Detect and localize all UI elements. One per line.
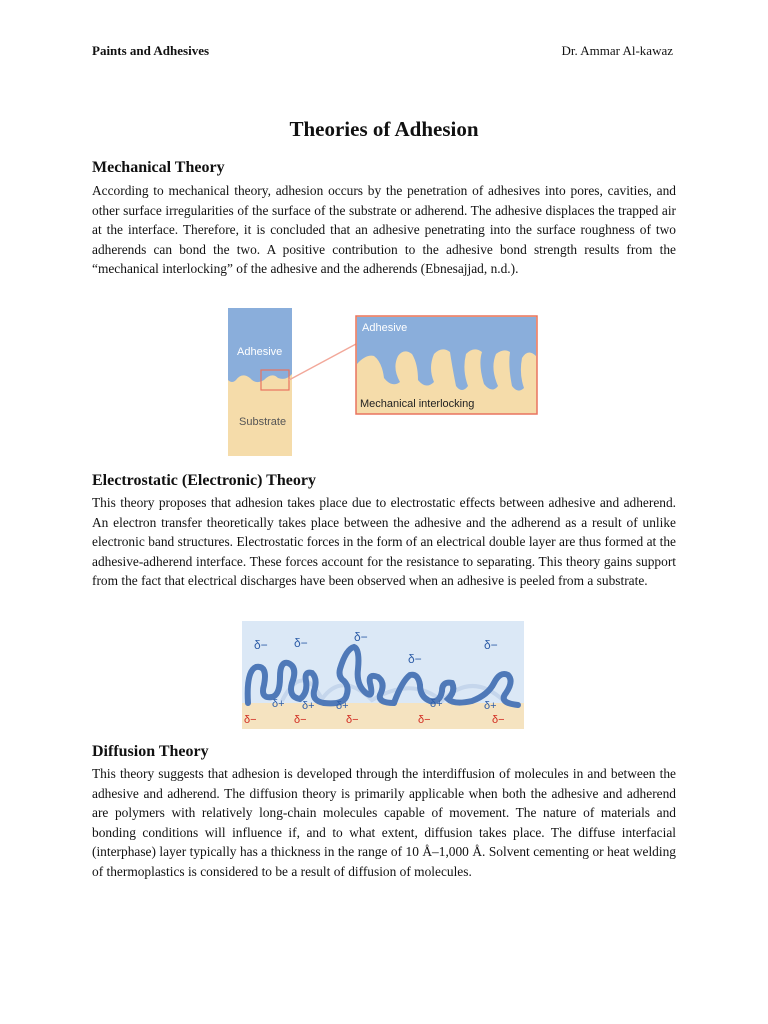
mechanical-theory-heading: Mechanical Theory [92,159,225,176]
zoom-caption: Mechanical interlocking [360,398,475,410]
zoom-adhesive-label: Adhesive [362,322,408,334]
delta-minus-label: δ− [354,630,368,644]
substrate-delta-minus-label: δ− [492,714,505,726]
delta-minus-label: δ− [408,652,422,666]
substrate-delta-minus-label: δ− [346,714,359,726]
left-adhesive-label: Adhesive [237,346,283,358]
delta-minus-label: δ− [484,638,498,652]
delta-plus-label: δ+ [302,700,315,712]
delta-plus-label: δ+ [430,698,443,710]
substrate-delta-minus-label: δ− [418,714,431,726]
header-course: Paints and Adhesives [92,43,210,58]
delta-plus-label: δ+ [484,700,497,712]
electrostatic-theory-paragraph: This theory proposes that adhesion takes place due to electrostatic effects between adhesive and adherend. An electron transfer theoretically takes place between the adhesive and the adherend as a result of unlike electronic band structures. Electrostatic forces in the form of an electrical double layer are thus formed at the adhesive-adherend interface. These forces account for the resistance to separating. This theory gains support from the fact that electrical discharges have been observed when an adhesive is peeled from a substrate. [92,495,676,588]
delta-minus-label: δ− [294,636,308,650]
header-author: Dr. Ammar Al-kawaz [561,43,673,58]
delta-plus-label: δ+ [336,700,349,712]
diffusion-theory-paragraph: This theory suggests that adhesion is developed through the interdiffusion of molecules in and between the adhesive and adherend. The diffusion theory is primarily applicable when both the adhesive and adherend are polymers with relatively long-chain molecules capable of movement. The nature of materials and bonding conditions will influence if, and to what extent, diffusion takes place. The diffuse interfacial (interphase) layer typically has a thickness in the range of 10 Å–1,000 Å. Solvent cementing or heat welding of thermoplastics is considered to be a result of diffusion of molecules. [92,766,676,879]
delta-minus-label: δ− [254,638,268,652]
substrate-delta-minus-label: δ− [294,714,307,726]
diffusion-theory-heading: Diffusion Theory [92,743,209,760]
zoom-connector-line [289,344,356,380]
left-substrate-label: Substrate [239,416,287,428]
electrostatic-theory-heading: Electrostatic (Electronic) Theory [92,472,316,489]
electrostatic-figure [242,621,524,729]
delta-plus-label: δ+ [272,698,285,710]
page-title: Theories of Adhesion [289,117,479,141]
mechanical-interlocking-figure [228,308,540,456]
mechanical-theory-paragraph: According to mechanical theory, adhesion occurs by the penetration of adhesives into pores, cavities, and other surface irregularities of the surface of the substrate or adherend. The adhesive displaces the trapped air at the interface. Therefore, it is concluded that an adhesive penetrating into the surface roughness of two adherends can bond the two. A positive contribution to the adhesive bond strength results from the “mechanical interlocking” of the adhesive and the adherends (Ebnesajjad, n.d.). [92,183,676,276]
substrate-delta-minus-label: δ− [244,714,257,726]
